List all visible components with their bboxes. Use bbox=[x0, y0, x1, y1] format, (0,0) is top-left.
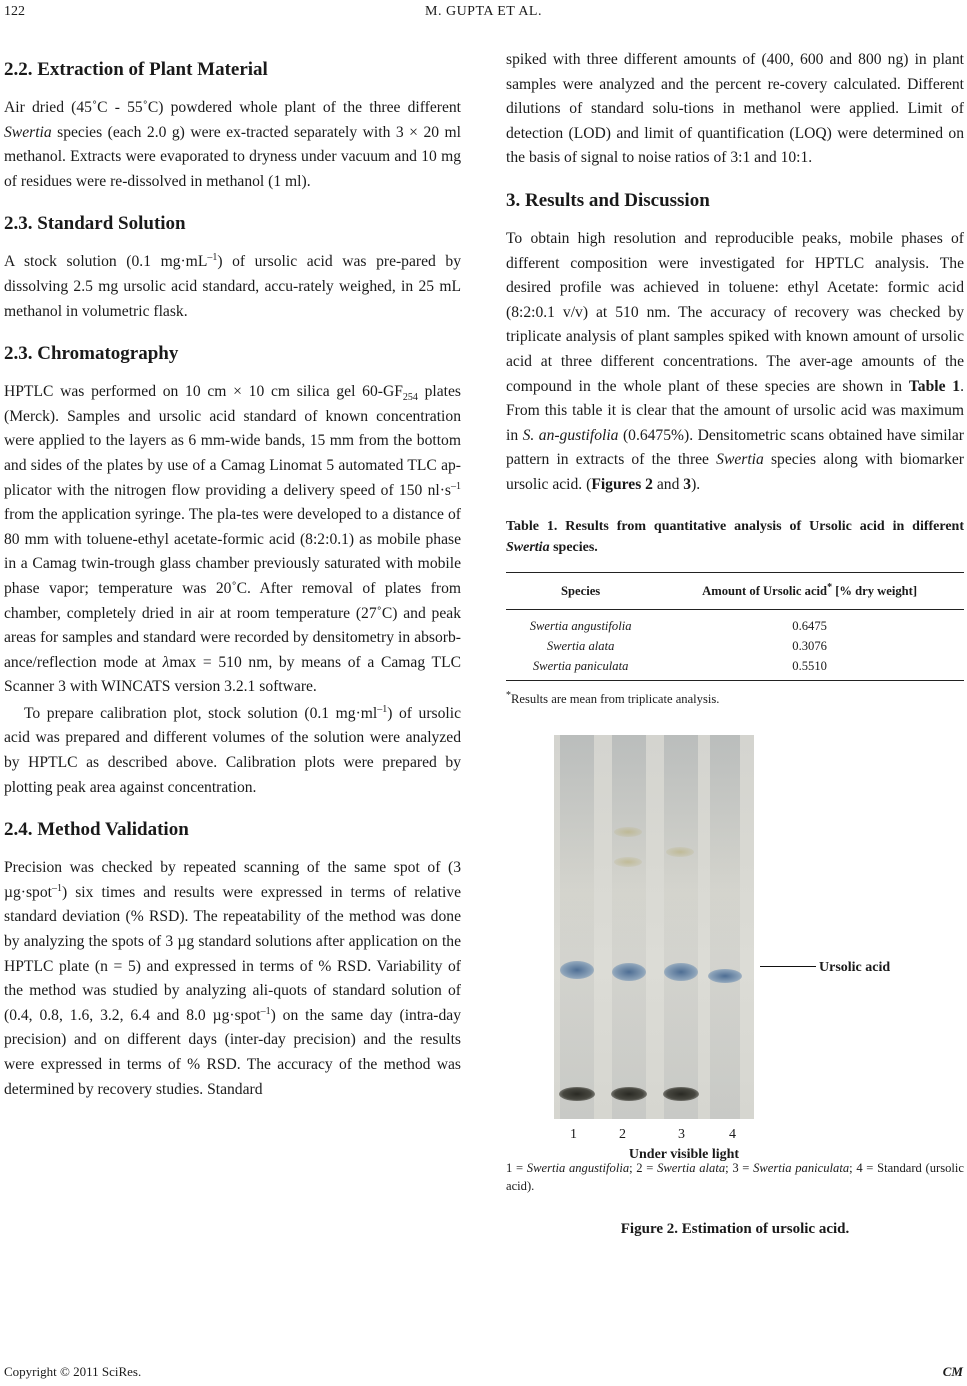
tlc-origin-band bbox=[611, 1087, 647, 1101]
cell-amount: 0.6475 bbox=[792, 618, 827, 633]
figure-2 bbox=[506, 733, 964, 1193]
paragraph-extraction: Air dried (45˚C - 55˚C) powdered whole plant of the three different Swertia species (each 2.0 g) were ex-tracted separately with 3 × 20 ml methanol. Extracts were evaporated to dryness under vacuum and 10 mg of residues were re-dissolved in methanol (1 ml). bbox=[4, 99, 461, 190]
figure-legend: 1 = Swertia angustifolia; 2 = Swertia alata; 3 = Swertia paniculata; 4 = Standard (ursolic acid). bbox=[506, 1161, 965, 1194]
tlc-plate-image bbox=[554, 735, 754, 1119]
paragraph-chromatography: HPTLC was performed on 10 cm × 10 cm silica gel $60-GF_{254}$ plates (Merck). Samples and ursolic acid standard of known concentration were applied to the layers as 6 mm-wide bands, 15 mm from the bottom and sides of the plates by use of a Camag Linomat 5 automated TLC ap-plicator with the nitrogen flow providing a delivery speed of 150 $nl\cdot s^{-1}$ from the application syringe. The pla-tes were developed to a distance of 80 mm with toluene-ethyl acetate-formic acid (8:2:0.1) as mobile phase in a Camag twin-trough glass chamber previously saturated with mobile phase vapor; temperature was 20˚C. After removal of plates from chamber, completely dried in air at room temperature (27˚C) and peak areas for samples and standard were recorded by densitometry in absorb-ance/reflection mode at λmax = 510 nm, by means of a Camag TLC Scanner 3 with WINCATS version 3.2.1 software. bbox=[4, 383, 461, 696]
paragraph-calibration: To prepare calibration plot, stock solution (0.1 $mg\cdot ml^{-1}$) of ursolic acid was prepared and different volumes of the solution were analyzed by HPTLC as described above. Calibration plots were prepared by plotting peak area against concentration. bbox=[4, 703, 461, 796]
column-header-amount: Amount of Ursolic acid* [% dry weight] bbox=[655, 572, 964, 609]
copyright-text: Copyright © 2011 SciRes. bbox=[4, 1364, 142, 1379]
paragraph-method-validation: Precision was checked by repeated scanning of the same spot of (3 µg·spot$^{-1}$) six times and results were expressed in terms of relative standard deviation (% RSD). The repeatability of the method was done by analyzing the spots of 3 µg standard solutions after application on the HPTLC plate (n = 5) and expressed in terms of % RSD. Variability of the method was studied by analyzing ali-quots of standard solution of (0.4, 0.8, 1.6, 3.2, 6.4 and 8.0 µg·spot$^{-1}$) on the same day (intra-day precision) and on different days (inter-day precision) and the results were expressed in terms of % RSD. The accuracy of the method was determined by recovery studies. Standard bbox=[4, 859, 461, 1098]
cell-species: Swertia alata bbox=[546, 638, 615, 653]
cell-amount: 0.3076 bbox=[792, 638, 827, 653]
tlc-lane-3 bbox=[664, 735, 698, 1119]
pointer-line bbox=[760, 966, 816, 967]
running-title: M. GUPTA ET AL. bbox=[425, 4, 542, 19]
tlc-band-ursolic bbox=[560, 961, 594, 979]
section-title-chromatography: 2.3. Chromatography bbox=[4, 343, 179, 365]
pointer-label-ursolic-acid: Ursolic acid bbox=[819, 960, 891, 976]
cell-species: Swertia angustifolia bbox=[529, 618, 632, 633]
tlc-lane-4 bbox=[710, 735, 740, 1119]
figure-light-label: Under visible light bbox=[628, 1147, 740, 1163]
tlc-origin-band bbox=[663, 1087, 699, 1101]
paragraph-results: To obtain high resolution and reproducible peaks, mobile phases of different composition were investigated for HPTLC analysis. The desired profile was achieved in toluene: ethyl Acetate: formic acid (8:2:0.1 v/v) at 510 nm. The accuracy of recovery was checked by triplicate analysis of plant samples spiked with known amount of ursolic acid at three different concentrations. The aver-age amounts of the compound in the whole plant of these species are shown in Table 1. From this table it is clear that the amount of ursolic acid was maximum in S. an-gustifolia (0.6475%). Densitometric scans obtained have similar pattern in extracts of the three Swertia species along with biomarker ursolic acid. (Figures 2 and 3). bbox=[506, 229, 964, 493]
tlc-band-ursolic bbox=[612, 963, 646, 981]
section-title-standard-solution: 2.3. Standard Solution bbox=[4, 213, 186, 235]
table-row bbox=[506, 609, 964, 636]
lane-number: 2 bbox=[619, 1127, 626, 1143]
cell-species: Swertia paniculata bbox=[506, 656, 655, 681]
tlc-band-ursolic bbox=[664, 963, 698, 981]
lane-number: 3 bbox=[678, 1127, 685, 1143]
figure-reference-2: 3 bbox=[683, 475, 692, 493]
table-caption: Table 1. Results from quantitative analysis of Ursolic acid in different Swertia species. bbox=[506, 518, 964, 555]
tlc-band-ursolic bbox=[708, 969, 742, 983]
page-footer bbox=[4, 1364, 963, 1380]
results-table bbox=[506, 572, 964, 681]
left-column bbox=[4, 48, 461, 1102]
table-header-row bbox=[506, 572, 964, 609]
section-title-extraction: 2.2. Extraction of Plant Material bbox=[4, 59, 268, 80]
page-header bbox=[0, 0, 967, 30]
section-title-method-validation: 2.4. Method Validation bbox=[4, 819, 189, 841]
section-title-results: 3. Results and Discussion bbox=[506, 189, 710, 211]
page-number: 122 bbox=[4, 4, 25, 19]
figure-caption: Figure 2. Estimation of ursolic acid. bbox=[620, 1221, 850, 1238]
figure-reference: Figures 2 bbox=[591, 475, 653, 493]
right-column bbox=[506, 48, 964, 1242]
tlc-lane-2 bbox=[612, 735, 646, 1119]
table-row bbox=[506, 656, 964, 681]
table-footnote: *Results are mean from triplicate analysis. bbox=[506, 689, 720, 706]
table-reference: Table 1 bbox=[908, 377, 961, 395]
cell-amount: 0.5510 bbox=[655, 656, 964, 681]
tlc-lane-1 bbox=[560, 735, 594, 1119]
column-header-species: Species bbox=[506, 572, 655, 609]
table-row bbox=[506, 636, 964, 656]
paragraph-continued: spiked with three different amounts of (400, 600 and 800 ng) in plant samples were analyzed and the percent re-covery calculated. Different dilutions of standard solu-tions in methanol were applied. Limit of detection (LOD) and limit of quantification (LOQ) were determined on the basis of signal to noise ratios of 3:1 and 10:1. bbox=[506, 51, 964, 167]
tlc-origin-band bbox=[559, 1087, 595, 1101]
journal-abbrev: CM bbox=[942, 1364, 963, 1379]
lane-number: 1 bbox=[570, 1127, 577, 1143]
lane-number: 4 bbox=[729, 1127, 736, 1143]
paragraph-standard-solution: A stock solution (0.1 $mg\cdot mL^{-1}$) of ursolic acid was pre-pared by dissolving 2.5 mg ursolic acid standard, accu-rately weighed, in 25 mL methanol in volumetric flask. bbox=[4, 252, 461, 320]
